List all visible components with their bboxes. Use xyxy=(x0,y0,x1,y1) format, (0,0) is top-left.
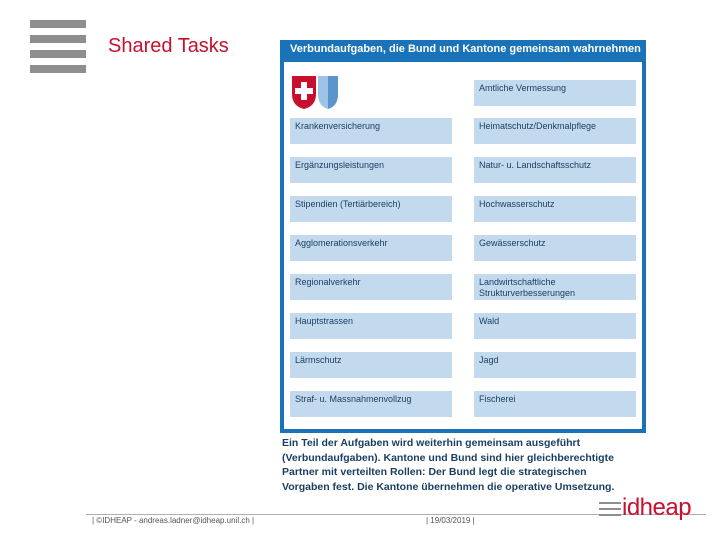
menu-bars-logo xyxy=(30,20,86,75)
right-cell xyxy=(474,196,636,222)
cell-label: Straf- u. Massnahmenvollzug xyxy=(295,394,412,404)
cell-label: Landwirtschaftliche Strukturverbesserungen xyxy=(479,277,576,298)
slide-title: Shared Tasks xyxy=(108,35,229,57)
cell-label: Gewässerschutz xyxy=(479,238,546,248)
swiss-crest-icon xyxy=(290,74,340,110)
cell-label: Agglomerationsverkehr xyxy=(295,238,388,248)
cell-label: Stipendien (Tertiärbereich) xyxy=(295,199,401,209)
right-cell xyxy=(474,235,636,261)
footer-copyright: | ©IDHEAP - andreas.ladner@idheap.unil.ch | xyxy=(92,516,255,525)
right-cell xyxy=(474,391,636,417)
cell-label: Natur- u. Landschaftsschutz xyxy=(479,160,592,170)
cell-label: Wald xyxy=(479,316,500,326)
left-cell xyxy=(290,391,452,417)
panel-body xyxy=(284,62,642,429)
cell-label: Hauptstrassen xyxy=(295,316,354,326)
right-cell xyxy=(474,313,636,339)
right-cell xyxy=(474,274,636,300)
panel-caption: Ein Teil der Aufgaben wird weiterhin gemeinsam ausgeführt (Verbundaufgaben). Kantone und Bund sind hier gleichberechtigte Partner mit verteilten Rollen: Der Bund legt die strategischen Vorgaben fest. Die Kantone übernehmen die operative Umsetzung. xyxy=(282,437,615,493)
left-cell xyxy=(290,118,452,144)
right-cell xyxy=(474,157,636,183)
panel-header: Verbundaufgaben, die Bund und Kantone gemeinsam wahrnehmen xyxy=(290,43,641,55)
cell-label: Ergänzungsleistungen xyxy=(295,160,385,170)
shared-tasks-panel xyxy=(280,40,646,433)
left-cell xyxy=(290,352,452,378)
cell-label: Fischerei xyxy=(479,394,516,404)
right-cell xyxy=(474,352,636,378)
idheap-logo: idheap xyxy=(622,494,692,521)
cell-label: Lärmschutz xyxy=(295,355,342,365)
left-cell xyxy=(290,235,452,261)
left-cell xyxy=(290,196,452,222)
cell-label: Regionalverkehr xyxy=(295,277,361,287)
right-cell xyxy=(474,80,636,106)
left-cell xyxy=(290,313,452,339)
left-cell xyxy=(290,274,452,300)
cell-label: Heimatschutz/Denkmalpflege xyxy=(479,121,597,131)
cell-label: Krankenversicherung xyxy=(295,121,381,131)
left-cell xyxy=(290,157,452,183)
cell-label: Jagd xyxy=(479,355,499,365)
cell-label: Amtliche Vermessung xyxy=(479,83,567,93)
footer-date: | 19/03/2019 | xyxy=(426,516,475,525)
right-cell xyxy=(474,118,636,144)
cell-label: Hochwasserschutz xyxy=(479,199,555,209)
